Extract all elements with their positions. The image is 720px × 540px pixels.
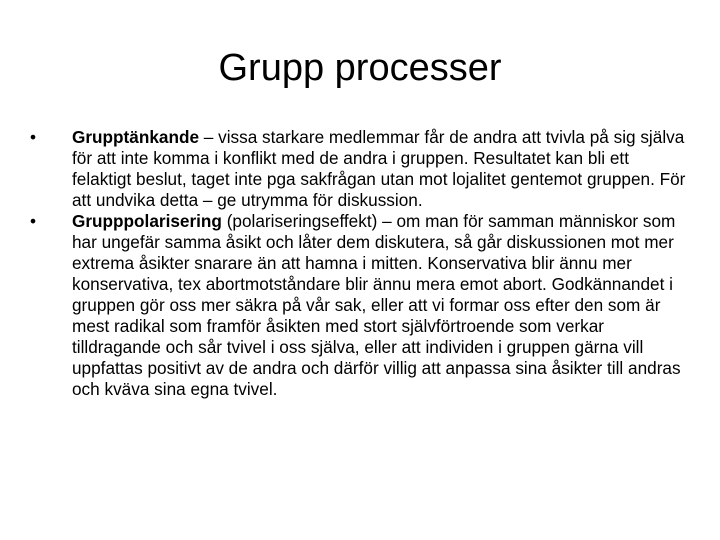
bullet-marker: • [30,211,37,231]
bullet-term: Grupppolarisering [72,211,222,231]
bullet-marker: • [30,127,37,147]
bullet-list [30,127,690,400]
bullet-text: – vissa starkare medlemmar får de andra att tvivla på sig själva för att inte komma i konflikt med de andra i gruppen. Resultatet kan bli ett felaktigt beslut, taget inte pga sakfrågan utan mot lojalitet gentemot gruppen. För att undvika detta – ge utrymma för diskussion. [72,127,686,210]
bullet-item-grupptankande [30,127,690,211]
bullet-term: Grupptänkande [72,127,200,147]
slide-title: Grupp processer [218,47,502,89]
bullet-item-grupppolarisering [30,211,690,400]
bullet-text: (polariseringseffekt) – om man för samman människor som har ungefär samma åsikt och låter dem diskutera, så går diskussionen mot mer extrema åsikter snarare än att hamna i mitten. Konservativa blir ännu mer konservativa, tex abortmotståndare blir ännu mera emot abort. Godkännandet i gruppen gör oss mer säkra på vår sak, eller att vi formar oss efter den som är mest radikal som framför åsikten med stort självförtroende som verkar tilldragande och sår tvivel i oss själva, eller att individen i gruppen gärna vill uppfattas positivt av de andra och därför villig att anpassa sina åsikter till andras och kväva sina egna tvivel. [72,211,681,399]
